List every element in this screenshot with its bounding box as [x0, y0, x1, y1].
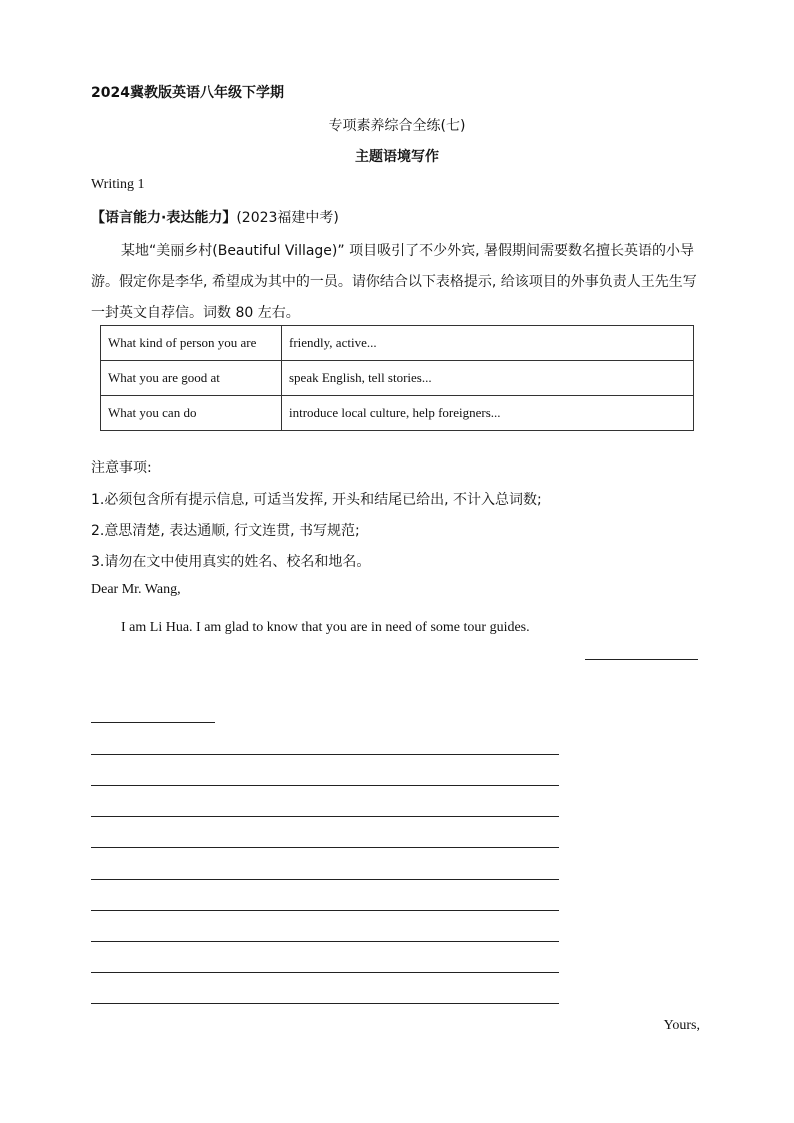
answer-line[interactable] [91, 754, 559, 755]
section-title: 专项素养综合全练(七) [328, 118, 466, 134]
note-item: 1.必须包含所有提示信息, 可适当发挥, 开头和结尾已给出, 不计入总词数; [91, 492, 542, 508]
table-question: What you are good at [101, 361, 282, 396]
category-source: (2023福建中考) [236, 210, 339, 226]
note-item: 3.请勿在文中使用真实的姓名、校名和地名。 [91, 554, 371, 570]
table-row [101, 326, 694, 361]
letter-closing: Yours, [663, 1018, 700, 1033]
notes-heading: 注意事项: [91, 460, 152, 476]
answer-line[interactable] [91, 816, 559, 817]
answer-line[interactable] [91, 972, 559, 973]
table-hint: friendly, active... [282, 326, 694, 361]
table-row [101, 361, 694, 396]
answer-blank-line[interactable] [91, 722, 215, 723]
letter-greeting: Dear Mr. Wang, [91, 582, 181, 597]
prompt-table [100, 325, 694, 431]
answer-line[interactable] [91, 941, 559, 942]
exercise-category [91, 207, 339, 227]
table-hint: speak English, tell stories... [282, 361, 694, 396]
note-item: 2.意思清楚, 表达通顺, 行文连贯, 书写规范; [91, 523, 360, 539]
exercise-label: Writing 1 [91, 177, 145, 192]
answer-line[interactable] [91, 879, 559, 880]
book-title: 2024冀教版英语八年级下学期 [91, 85, 284, 101]
table-question: What kind of person you are [101, 326, 282, 361]
prompt-paragraph: 某地“美丽乡村(Beautiful Village)” 项目吸引了不少外宾, 暑假期间需要数名擅长英语的小导游。假定你是李华, 希望成为其中的一员。请你结合以下表格提示, 给该项目的外事负责人王先生写一封英文自荐信。词数 80 左右。 [91, 243, 697, 321]
answer-blank-line[interactable] [585, 659, 698, 660]
table-question: What you can do [101, 396, 282, 431]
answer-line[interactable] [91, 1003, 559, 1004]
table-hint: introduce local culture, help foreigners... [282, 396, 694, 431]
answer-line[interactable] [91, 785, 559, 786]
topic-title: 主题语境写作 [355, 149, 439, 165]
letter-opening: I am Li Hua. I am glad to know that you are in need of some tour guides. [121, 620, 530, 635]
category-tag: 【语言能力·表达能力】 [91, 210, 237, 226]
table-row [101, 396, 694, 431]
answer-line[interactable] [91, 847, 559, 848]
answer-line[interactable] [91, 910, 559, 911]
